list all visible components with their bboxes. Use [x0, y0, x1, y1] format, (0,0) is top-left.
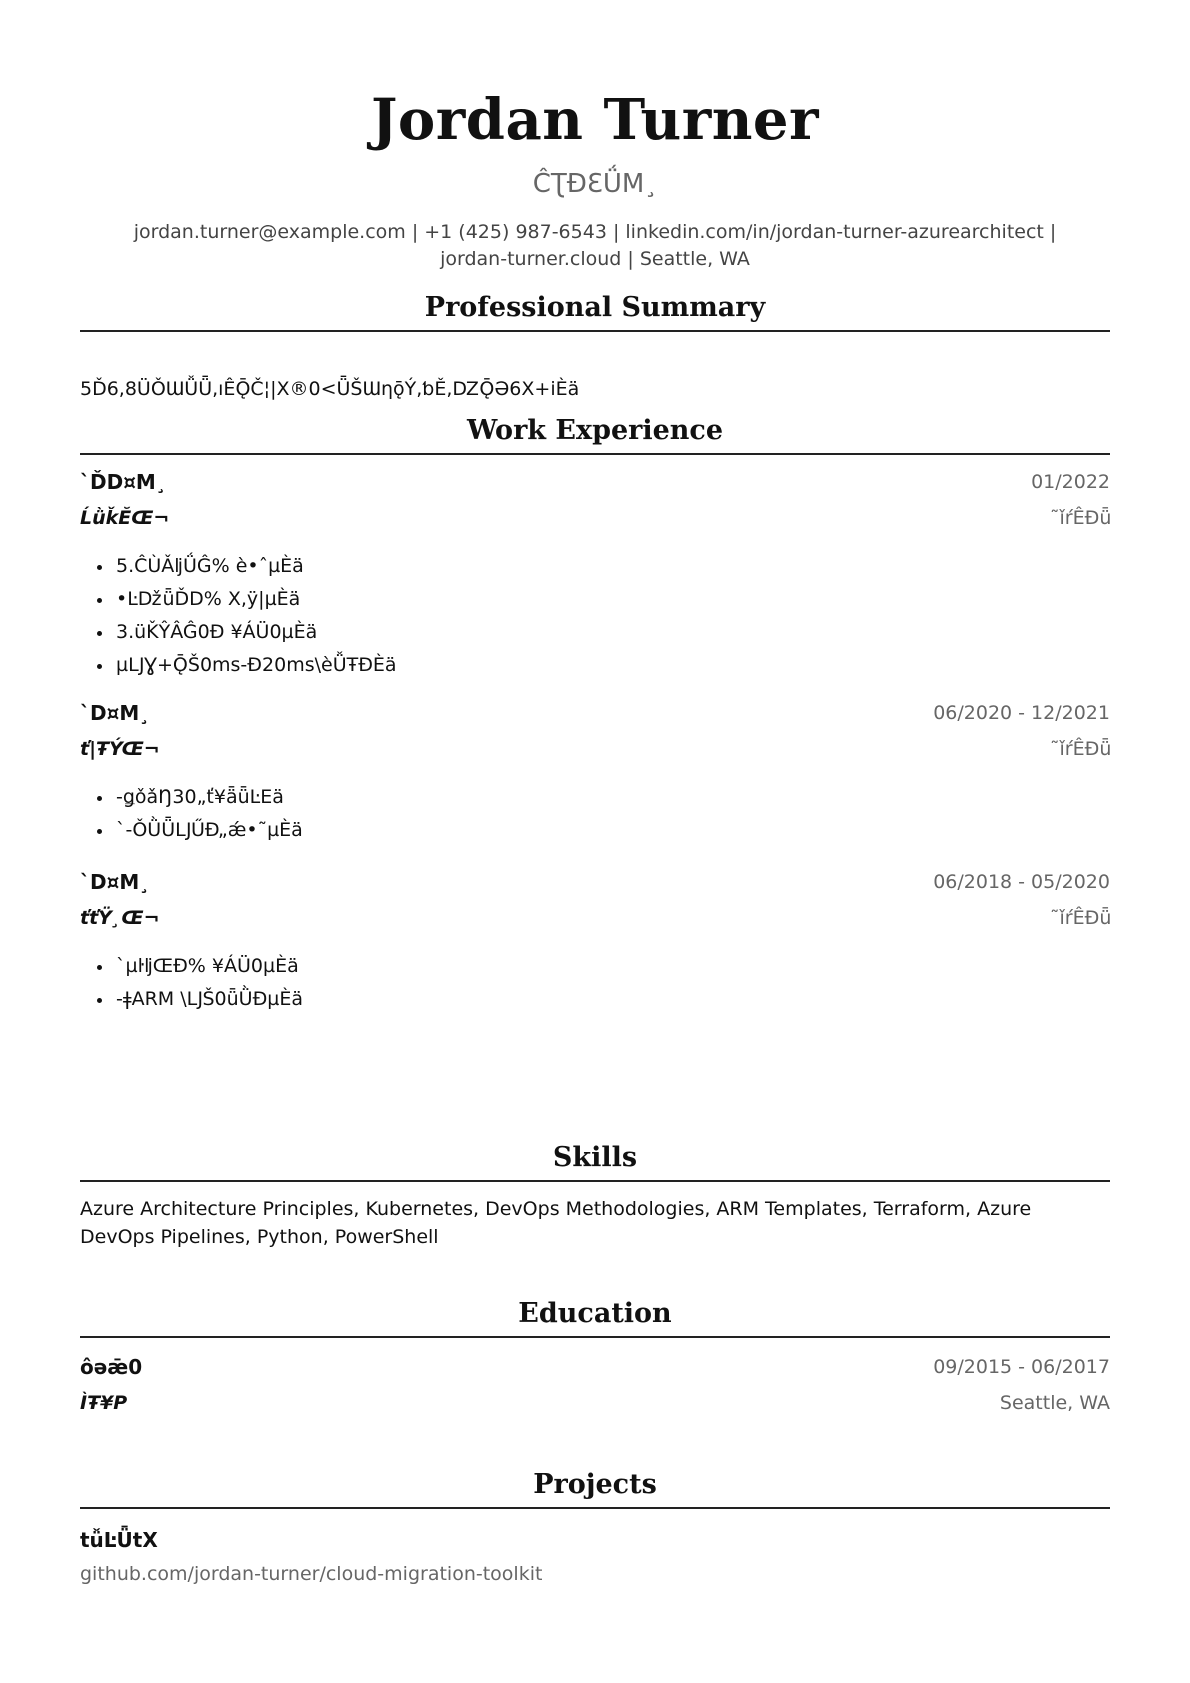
experience-section-title: Work Experience: [466, 415, 724, 446]
job-location: ˜ǐŕÊĐǖ: [1050, 507, 1112, 529]
job-date: 06/2020 - 12/2021: [933, 702, 1110, 724]
job-bullet: -ǂARM \ǇŠ0ǖǛĐµÈä: [80, 983, 1110, 1016]
job-bullet: •ĿǅǖĎD% X,ÿ|µÈä: [80, 583, 1110, 616]
projects-divider: [80, 1507, 1110, 1509]
skills-section-title: Skills: [552, 1142, 638, 1173]
education-location: Seattle, WA: [999, 1392, 1110, 1414]
summary-section-title: Professional Summary: [424, 292, 766, 323]
candidate-name: Jordan Turner: [370, 87, 820, 153]
job-bullet: -ǥǒǎŊ30„ť¥ǟǖĿEä: [80, 781, 1110, 814]
job-bullet: µǇƔ+ǬŠ0ms-Ð20ms\èǙŦĐÈä: [80, 649, 1110, 682]
project-title: tǚĿǕtX: [80, 1528, 158, 1552]
job-bullet: 5.ĈÙǍǉǗĜ% è•ˆµÈä: [80, 550, 1110, 583]
job-date: 06/2018 - 05/2020: [933, 871, 1110, 893]
summary-divider: [80, 330, 1110, 332]
candidate-headline: ĈƮĐƐǗM¸: [532, 169, 658, 199]
job-bullet: `µŀǉŒĐ% ¥ÁÜ0µÈä: [80, 950, 1110, 983]
education-date: 09/2015 - 06/2017: [933, 1356, 1110, 1378]
education-degree: ÌŦ¥P: [80, 1392, 128, 1414]
job-bullet: 3.üǨŶÂĜ0Ð ¥ÁÜ0µÈä: [80, 616, 1110, 649]
job-bullets: [80, 781, 1110, 847]
job-company: ťťŸ¸Œ¬: [80, 907, 160, 929]
job-bullets: [80, 550, 1110, 682]
job-title: `D¤M¸: [80, 701, 150, 725]
contact-info: [80, 219, 1110, 273]
job-company: ĹǜǩĔŒ¬: [80, 507, 170, 529]
contact-line-1: jordan.turner@example.com | +1 (425) 987-6543 | linkedin.com/in/jordan-turner-azurearchitect |: [133, 221, 1057, 243]
job-location: ˜ǐŕÊĐǖ: [1050, 738, 1112, 760]
projects-section-title: Projects: [533, 1469, 657, 1500]
job-bullet: `-ǑǛǕǇŰĐ„ǽ•˜µÈä: [80, 814, 1110, 847]
job-company: ť|ŦÝŒ¬: [80, 738, 160, 760]
education-school: ôǝǣ0: [80, 1355, 143, 1379]
job-date: 01/2022: [1031, 471, 1110, 493]
skills-divider: [80, 1180, 1110, 1182]
contact-line-2: jordan-turner.cloud | Seattle, WA: [440, 248, 750, 270]
job-bullets: [80, 950, 1110, 1016]
education-divider: [80, 1336, 1110, 1338]
project-link[interactable]: github.com/jordan-turner/cloud-migration-toolkit: [80, 1563, 543, 1585]
skills-list: Azure Architecture Principles, Kubernetes, DevOps Methodologies, ARM Templates, Terraform, Azure DevOps Pipelines, Python, PowerShell: [80, 1198, 1032, 1248]
job-title: `D¤M¸: [80, 870, 150, 894]
job-location: ˜ǐŕÊĐǖ: [1050, 907, 1112, 929]
education-section-title: Education: [518, 1298, 672, 1329]
job-title: `ĎD¤M¸: [80, 470, 166, 494]
experience-divider: [80, 453, 1110, 455]
summary-text: 5Ď6,8ÜǑƜǙǕ,ıÊǬČ¦|X®0<ǕŠƜƞǭÝ,ƅĚ,ǱǬƏ6X+iÈä: [80, 378, 580, 400]
